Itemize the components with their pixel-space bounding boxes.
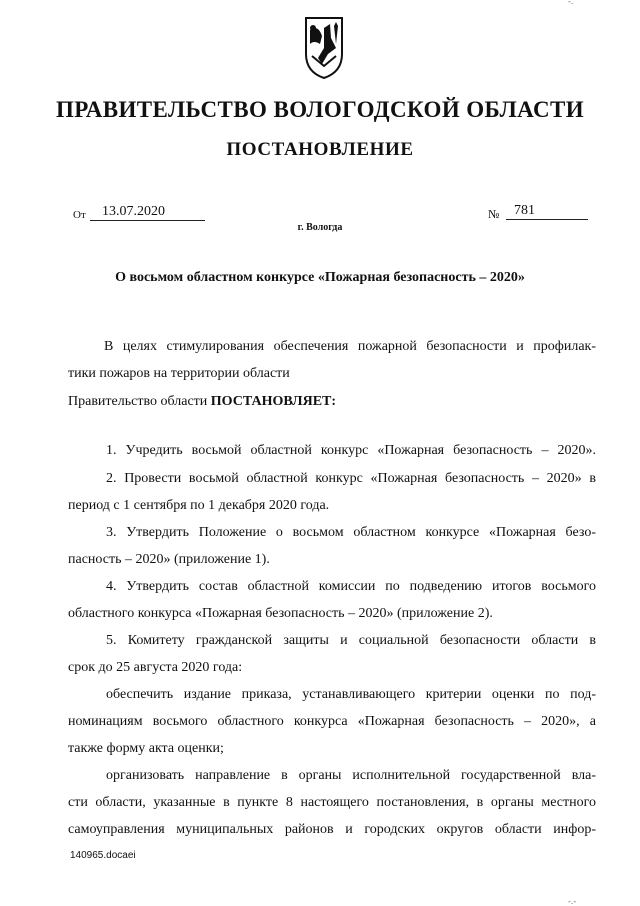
city: г. Вологда xyxy=(297,222,343,233)
item-4-line-1: 4. Утвердить состав областной комиссии по подведению итогов восьмого xyxy=(106,579,596,594)
resolve-line xyxy=(68,394,596,410)
preamble-line-2: тики пожаров на территории области xyxy=(68,366,290,381)
item-5-line-2: срок до 25 августа 2020 года: xyxy=(68,660,243,675)
document-type: ПОСТАНОВЛЕНИЕ xyxy=(226,139,414,160)
item-4-line-2: областного конкурса «Пожарная безопасность – 2020» (приложение 2). xyxy=(68,606,493,621)
number-prefix: № xyxy=(488,207,500,221)
item-5a-line-3: также форму акта оценки; xyxy=(68,741,224,756)
document-date: 13.07.2020 xyxy=(90,204,205,221)
item-1: 1. Учредить восьмой областной конкурс «Пожарная безопасность – 2020». xyxy=(106,443,596,458)
resolve-word: ПОСТАНОВЛЯЕТ: xyxy=(210,394,337,409)
date-prefix: От xyxy=(73,209,86,221)
document-heading: О восьмом областном конкурсе «Пожарная безопасность – 2020» xyxy=(115,270,525,285)
item-5b-line-2: сти области, указанные в пункте 8 настоящего постановления, в органы местного xyxy=(68,795,596,810)
vologda-coat-of-arms-icon xyxy=(300,14,348,82)
item-5b-line-1: организовать направление в органы исполнительной государственной вла- xyxy=(106,768,596,783)
item-5a-line-1: обеспечить издание приказа, устанавливающего критерии оценки по под- xyxy=(106,687,596,702)
footer-filename: 140965.docaei xyxy=(70,850,136,861)
item-2-line-2: период с 1 сентября по 1 декабря 2020 года. xyxy=(68,498,330,513)
item-3-line-2: пасность – 2020» (приложение 1). xyxy=(68,552,270,567)
corner-mark-top: -. xyxy=(568,0,574,6)
document-number: 781 xyxy=(506,203,588,220)
item-5-line-1: 5. Комитету гражданской защиты и социальной безопасности области в xyxy=(106,633,596,648)
corner-mark-bottom: -.- xyxy=(568,896,577,906)
preamble-line-1: В целях стимулирования обеспечения пожарной безопасности и профилак- xyxy=(104,339,596,354)
item-3-line-1: 3. Утвердить Положение о восьмом областном конкурсе «Пожарная безо- xyxy=(106,525,596,540)
item-5a-line-2: номинациям восьмого областного конкурса «Пожарная безопасность – 2020», а xyxy=(68,714,596,729)
item-5b-line-3: самоуправления муниципальных районов и городских округов области инфор- xyxy=(68,822,596,837)
item-2-line-1: 2. Провести восьмой областной конкурс «Пожарная безопасность – 2020» в xyxy=(106,471,596,486)
organization-title: ПРАВИТЕЛЬСТВО ВОЛОГОДСКОЙ ОБЛАСТИ xyxy=(55,97,585,122)
resolve-prefix: Правительство области xyxy=(68,394,211,409)
